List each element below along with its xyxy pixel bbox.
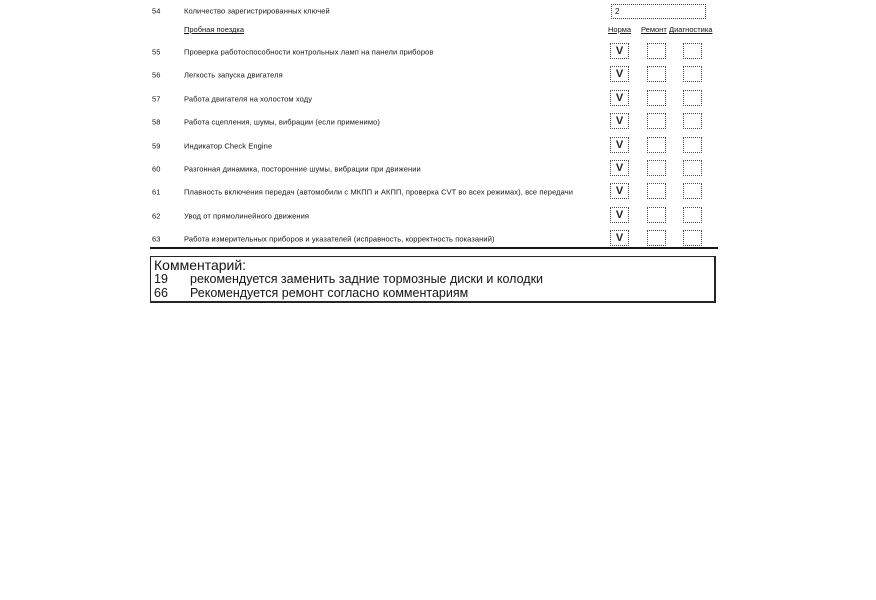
remont-checkbox[interactable] — [647, 113, 666, 129]
item-number: 56 — [152, 70, 161, 79]
diagnostika-checkbox[interactable] — [683, 160, 702, 176]
norma-checkbox[interactable]: V — [610, 207, 629, 223]
checklist-row — [0, 66, 876, 83]
remont-checkbox[interactable] — [647, 66, 666, 82]
checklist-row-keys — [0, 2, 876, 19]
diagnostika-checkbox[interactable] — [683, 90, 702, 106]
norma-checkbox[interactable]: V — [610, 43, 629, 59]
section-title: Пробная поездка — [184, 25, 244, 34]
item-label: Разгонная динамика, посторонние шумы, вибрации при движении — [184, 164, 421, 173]
item-number: 62 — [152, 211, 161, 220]
item-number: 59 — [152, 141, 161, 150]
comment-text: рекомендуется заменить задние тормозные диски и колодки — [190, 272, 544, 286]
remont-checkbox[interactable] — [647, 90, 666, 106]
remont-checkbox[interactable] — [647, 137, 666, 153]
remont-checkbox[interactable] — [647, 43, 666, 59]
comment-item-number: 66 — [154, 285, 168, 300]
column-header-remont: Ремонт — [641, 25, 667, 34]
item-number: 61 — [152, 187, 161, 196]
item-label: Индикатор Check Engine — [184, 141, 273, 150]
checklist-row — [0, 137, 876, 154]
checklist-row — [0, 160, 876, 177]
item-number: 57 — [152, 94, 161, 103]
comment-line — [151, 287, 714, 301]
norma-checkbox[interactable]: V — [610, 66, 629, 82]
column-header-diagnostika: Диагностика — [669, 25, 713, 34]
item-number: 55 — [152, 47, 161, 56]
diagnostika-checkbox[interactable] — [683, 137, 702, 153]
item-label: Плавность включения передач (автомобили с МКПП и АКПП, проверка CVT во всех режимах), все передачи — [184, 187, 574, 196]
comment-text: Рекомендуется ремонт согласно комментариям — [190, 285, 469, 300]
table-bottom-rule — [150, 247, 718, 249]
item-number: 60 — [152, 164, 161, 173]
diagnostika-checkbox[interactable] — [683, 183, 702, 199]
registered-keys-input[interactable]: 2 — [611, 4, 706, 19]
norma-checkbox[interactable]: V — [610, 230, 629, 246]
item-label: Легкость запуска двигателя — [184, 70, 283, 79]
item-label: Количество зарегистрированных ключей — [184, 6, 330, 15]
checklist-row — [0, 43, 876, 60]
norma-checkbox[interactable]: V — [610, 183, 629, 199]
item-number: 63 — [152, 234, 161, 243]
comments-title: Комментарий: — [154, 257, 247, 273]
item-label: Проверка работоспособности контрольных ламп на панели приборов — [184, 47, 434, 56]
remont-checkbox[interactable] — [647, 230, 666, 246]
remont-checkbox[interactable] — [647, 183, 666, 199]
checklist-row — [0, 183, 876, 200]
diagnostika-checkbox[interactable] — [683, 66, 702, 82]
checklist-row — [0, 230, 876, 247]
item-label: Работа двигателя на холостом ходу — [184, 94, 313, 103]
diagnostika-checkbox[interactable] — [683, 113, 702, 129]
item-label: Работа измерительных приборов и указателей (исправность, корректность показаний) — [184, 234, 495, 243]
comment-line — [151, 273, 714, 287]
comment-item-number: 19 — [154, 272, 168, 286]
item-label: Работа сцепления, шумы, вибрации (если применимо) — [184, 117, 380, 126]
column-header-norma: Норма — [608, 25, 632, 34]
norma-checkbox[interactable]: V — [610, 90, 629, 106]
remont-checkbox[interactable] — [647, 160, 666, 176]
checklist-row — [0, 90, 876, 107]
remont-checkbox[interactable] — [647, 207, 666, 223]
diagnostika-checkbox[interactable] — [683, 207, 702, 223]
item-number: 58 — [152, 117, 161, 126]
diagnostika-checkbox[interactable] — [683, 230, 702, 246]
checklist-row — [0, 207, 876, 224]
checklist-row — [0, 113, 876, 130]
diagnostika-checkbox[interactable] — [683, 43, 702, 59]
item-label: Увод от прямолинейного движения — [184, 211, 310, 220]
item-number: 54 — [152, 6, 161, 15]
norma-checkbox[interactable]: V — [610, 160, 629, 176]
section-header — [0, 25, 876, 37]
comments-box — [150, 256, 716, 303]
norma-checkbox[interactable]: V — [610, 113, 629, 129]
norma-checkbox[interactable]: V — [610, 137, 629, 153]
